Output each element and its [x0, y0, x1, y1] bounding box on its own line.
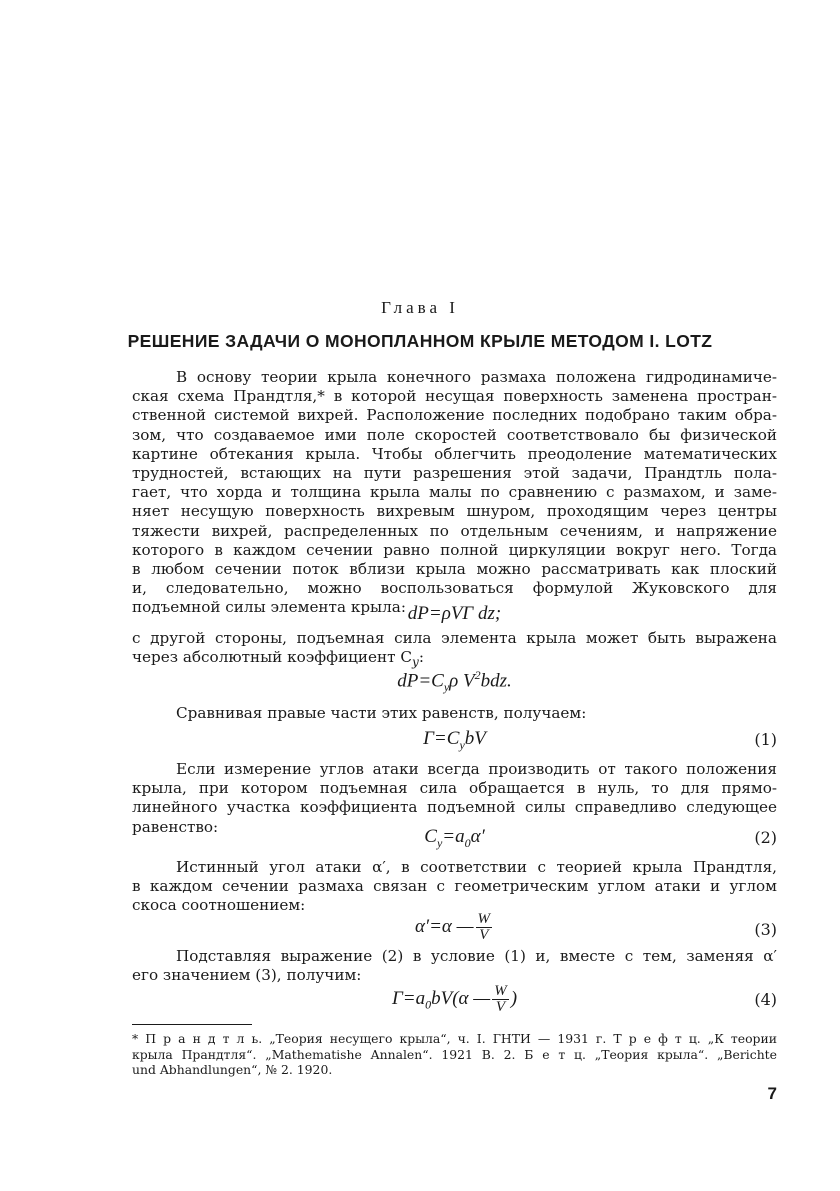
text-line: картине обтекания крыла. Чтобы облегчить преодоление математических: [132, 444, 777, 463]
eq-symbol: α —: [441, 915, 474, 937]
text-line: в любом сечении поток вблизи крыла можно рассматривать как плоский: [132, 560, 777, 579]
text-line: с другой стороны, подъемная сила элемента крыла может быть выражена: [132, 629, 777, 647]
footnote-line: und Abhandlungen“, № 2. 1920.: [132, 1062, 333, 1077]
fraction-numerator: W: [494, 983, 507, 999]
page-number: 7: [767, 1084, 777, 1103]
chapter-label: Глава I: [381, 298, 459, 317]
text-line: его значением (3), получим:: [132, 966, 362, 985]
text-line: линейного участка коэффициента подъемной силы справедливо следующее: [132, 798, 777, 817]
text-line: и, следовательно, можно воспользоваться формулой Жуковского для: [132, 579, 777, 598]
text-line-with-symbol: через абсолютный коэффициент $C_y$:: [132, 648, 424, 670]
eq-symbol: ρ V: [449, 670, 475, 692]
eq-superscript: 2: [474, 668, 481, 682]
paragraph-true-angle: [132, 858, 777, 916]
equation-4: $\Gamma=a_0bV(\alpha$ — $\frac{W}{V}$ ) (4): [391, 983, 777, 1015]
eq-paren-close: ): [510, 987, 518, 1009]
text-line: ская схема Прандтля,* в которой несущая поверхность заменена простран-: [132, 387, 777, 406]
equation-number: (1): [754, 730, 777, 749]
fraction: [492, 984, 509, 1015]
fraction-denominator: V: [495, 999, 506, 1015]
eq-subscript: 0: [425, 997, 432, 1012]
text-line: через абсолютный коэффициент C: [132, 648, 413, 667]
equation-zhukovsky: dP=ρVΓ dz;: [407, 603, 502, 624]
eq-lhs: Γ: [423, 728, 434, 749]
equation-number: (4): [754, 990, 777, 1009]
footnote: [132, 1031, 777, 1078]
eq-lhs: Γ: [391, 987, 403, 1009]
paragraph-intro: [132, 368, 777, 618]
eq-paren-open: (α —: [452, 987, 491, 1009]
eq-symbol: bdz.: [480, 670, 512, 692]
text-line: Сравнивая правые части этих равенств, получаем:: [176, 704, 587, 722]
text-line: крыла, при котором подъемная сила обращается в нуль, то для прямо-: [132, 779, 777, 798]
eq-subscript: y: [436, 835, 443, 850]
text-line: ственной системой вихрей. Расположение последних подобрано таким обра-: [132, 406, 777, 425]
text-line: Если измерение углов атаки всегда производить от такого положения: [176, 760, 777, 778]
eq-lhs: dP: [397, 670, 419, 692]
text-line: трудностей, встающих на пути разрешения этой задачи, Прандтль пола-: [132, 464, 777, 483]
text-line: тяжести вихрей, распределенных по отдельным сечениям, и напряжение: [132, 521, 777, 540]
eq-symbol: C: [446, 728, 460, 749]
text-line: няет несущую поверхность вихревым шнуром, проходящим через центры: [132, 502, 777, 521]
equation-1: $\Gamma=C_ybV$ (1): [423, 728, 777, 752]
eq-symbol: α′: [470, 826, 485, 847]
text-line: в каждом сечении размаха связан с геометрическим углом атаки и углом: [132, 877, 777, 896]
eq-subscript: 0: [464, 835, 471, 850]
eq-symbol: a: [415, 987, 426, 1009]
footnote-line: * П р а н д т л ь. „Теория несущего крыла“, ч. I. ГНТИ — 1931 г. Т р е ф т ц. „К теории: [132, 1031, 777, 1046]
equation-lift-coefficient: $dP=C_y\rho$ $V^2bdz$.: [397, 668, 512, 695]
eq-symbol: a: [455, 826, 465, 847]
eq-subscript: y: [459, 737, 465, 752]
footnote-line: крыла Прандтля“. „Mathematishe Annalen“. 1921 B. 2. Б е т ц. „Теория крыла“. „Berichte: [132, 1046, 777, 1062]
eq-symbol: C: [431, 670, 444, 692]
eq-symbol: bV: [464, 728, 486, 749]
text-line: В основу теории крыла конечного размаха положена гидродинамиче-: [176, 368, 777, 386]
eq-rhs: ρVΓ dz;: [441, 603, 502, 624]
text-line: скоса соотношением:: [132, 896, 306, 915]
fraction: [476, 912, 493, 943]
text-line: подъемной силы элемента крыла:: [132, 598, 406, 617]
fraction-denominator: V: [479, 927, 489, 943]
text-line: которого в каждом сечении равно полной циркуляции вокруг него. Тогда: [132, 540, 777, 559]
equation-number: (2): [754, 828, 777, 847]
text-line: зом, что создаваемое ими поле скоростей соответствовало бы физической: [132, 425, 777, 444]
equation-3: α′=α — $\frac{W}{V}$ (3): [414, 911, 777, 943]
text-line: гает, что хорда и толщина крыла малы по сравнению с размахом, и заме-: [132, 483, 777, 502]
text-line: равенство:: [132, 817, 219, 836]
eq-lhs: dP: [407, 603, 429, 624]
eq-subscript: y: [443, 680, 450, 695]
paragraph-compare: [132, 704, 777, 723]
equation-number: (3): [754, 920, 777, 939]
footnote-divider: [132, 1024, 252, 1025]
equation-2: $C_y=a_0\alpha'$ (2): [424, 826, 777, 850]
paragraph-substitute: [132, 947, 777, 985]
paragraph-absolute-coefficient: [132, 629, 777, 672]
text-line: Подставляя выражение (2) в условие (1) и, вместе с тем, заменяя α′: [176, 947, 777, 965]
eq-symbol: bV: [431, 987, 453, 1009]
fraction-numerator: W: [477, 911, 491, 927]
chapter-title: РЕШЕНИЕ ЗАДАЧИ О МОНОПЛАННОМ КРЫЛЕ МЕТОДОМ I. LOTZ: [127, 331, 713, 351]
eq-lhs: C: [424, 826, 437, 847]
eq-lhs: α′: [414, 915, 430, 937]
text-line: Истинный угол атаки α′, в соответствии с теорией крыла Прандтля,: [176, 858, 777, 876]
